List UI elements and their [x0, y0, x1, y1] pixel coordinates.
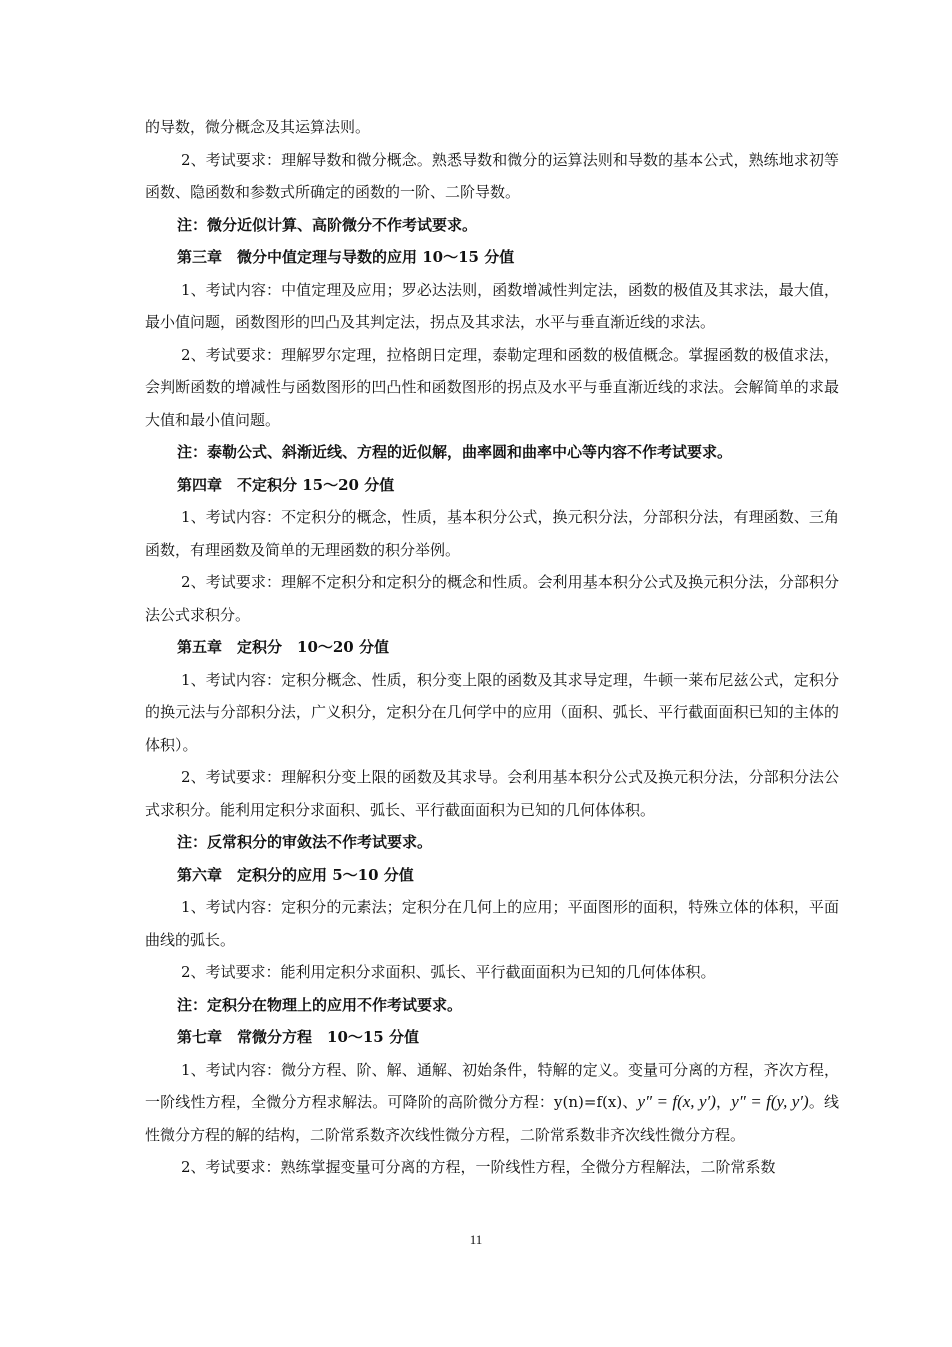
requirement-paragraph: 2、考试要求：熟练掌握变量可分离的方程，一阶线性方程，全微分方程解法，二阶常系数: [181, 1158, 776, 1176]
note: 注：反常积分的审敛法不作考试要求。: [177, 833, 433, 851]
chapter-heading: 第五章 定积分 10～20 分值: [177, 638, 389, 656]
page-number: 11: [469, 1232, 483, 1247]
requirement-paragraph: 2、考试要求：能利用定积分求面积、弧长、平行截面面积为已知的几何体体积。: [181, 963, 716, 981]
content-paragraph: [145, 1054, 839, 1152]
separator: ，: [715, 1093, 732, 1111]
note: 注：泰勒公式、斜渐近线、方程的近似解，曲率圆和曲率中心等内容不作考试要求。: [177, 443, 733, 461]
content-text: 1、考试内容：微分方程、阶、解、通解、初始条件，特解的定义。变量可分离的方程，齐次方程，一阶线性方程，全微分方程求解法。可降阶的高阶微分方程：y(n)=f(x)、: [145, 1060, 839, 1111]
requirement-paragraph: 2、考试要求：理解积分变上限的函数及其求导。会利用基本积分公式及换元积分法，分部积分法公式求积分。能利用定积分求面积、弧长、平行截面面积为已知的几何体体积。: [145, 768, 839, 819]
math-formula: y″ = f(y, y′): [731, 1092, 809, 1111]
requirement-paragraph: 2、考试要求：理解罗尔定理，拉格朗日定理，泰勒定理和函数的极值概念。掌握函数的极值求法，会判断函数的增减性与函数图形的凹凸性和函数图形的拐点及水平与垂直渐近线的求法。会解简单的求最大值和最小值问题。: [145, 345, 839, 429]
requirement-paragraph: 2、考试要求：理解导数和微分概念。熟悉导数和微分的运算法则和导数的基本公式，熟练地求初等函数、隐函数和参数式所确定的函数的一阶、二阶导数。: [145, 150, 839, 201]
content-paragraph: 1、考试内容：不定积分的概念，性质，基本积分公式，换元积分法，分部积分法，有理函数、三角函数，有理函数及简单的无理函数的积分举例。: [145, 508, 839, 559]
chapter-heading: 第七章 常微分方程 10～15 分值: [177, 1028, 419, 1046]
requirement-paragraph: 2、考试要求：理解不定积分和定积分的概念和性质。会利用基本积分公式及换元积分法，分部积分法公式求积分。: [145, 573, 839, 624]
chapter-heading: 第三章 微分中值定理与导数的应用 10～15 分值: [177, 248, 515, 266]
content-paragraph: 1、考试内容：定积分概念、性质，积分变上限的函数及其求导定理，牛顿一莱布尼兹公式，定积分的换元法与分部积分法，广义积分，定积分在几何学中的应用（面积、弧长、平行截面面积已知的主体的体积）。: [145, 670, 839, 754]
note: 注：定积分在物理上的应用不作考试要求。: [177, 995, 463, 1014]
note: 注：微分近似计算、高阶微分不作考试要求。: [177, 215, 478, 234]
chapter-heading: 第六章 定积分的应用 5～10 分值: [177, 865, 414, 884]
content-paragraph: 1、考试内容：定积分的元素法；定积分在几何上的应用；平面图形的面积，特殊立体的体积，平面曲线的弧长。: [145, 898, 839, 949]
paragraph-line: 的导数，微分概念及其运算法则。: [145, 118, 371, 136]
page-content: [145, 111, 839, 1184]
content-text: 。线性微分方程的解的结构，二阶常系数齐次线性微分方程，二阶常系数非齐次线性微分方程。: [145, 1093, 839, 1144]
math-formula: y″ = f(x, y′): [637, 1092, 716, 1111]
content-paragraph: 1、考试内容：中值定理及应用；罗必达法则，函数增减性判定法，函数的极值及其求法，最大值，最小值问题，函数图形的凹凸及其判定法，拐点及其求法，水平与垂直渐近线的求法。: [145, 280, 839, 331]
chapter-heading: 第四章 不定积分 15～20 分值: [177, 475, 395, 494]
